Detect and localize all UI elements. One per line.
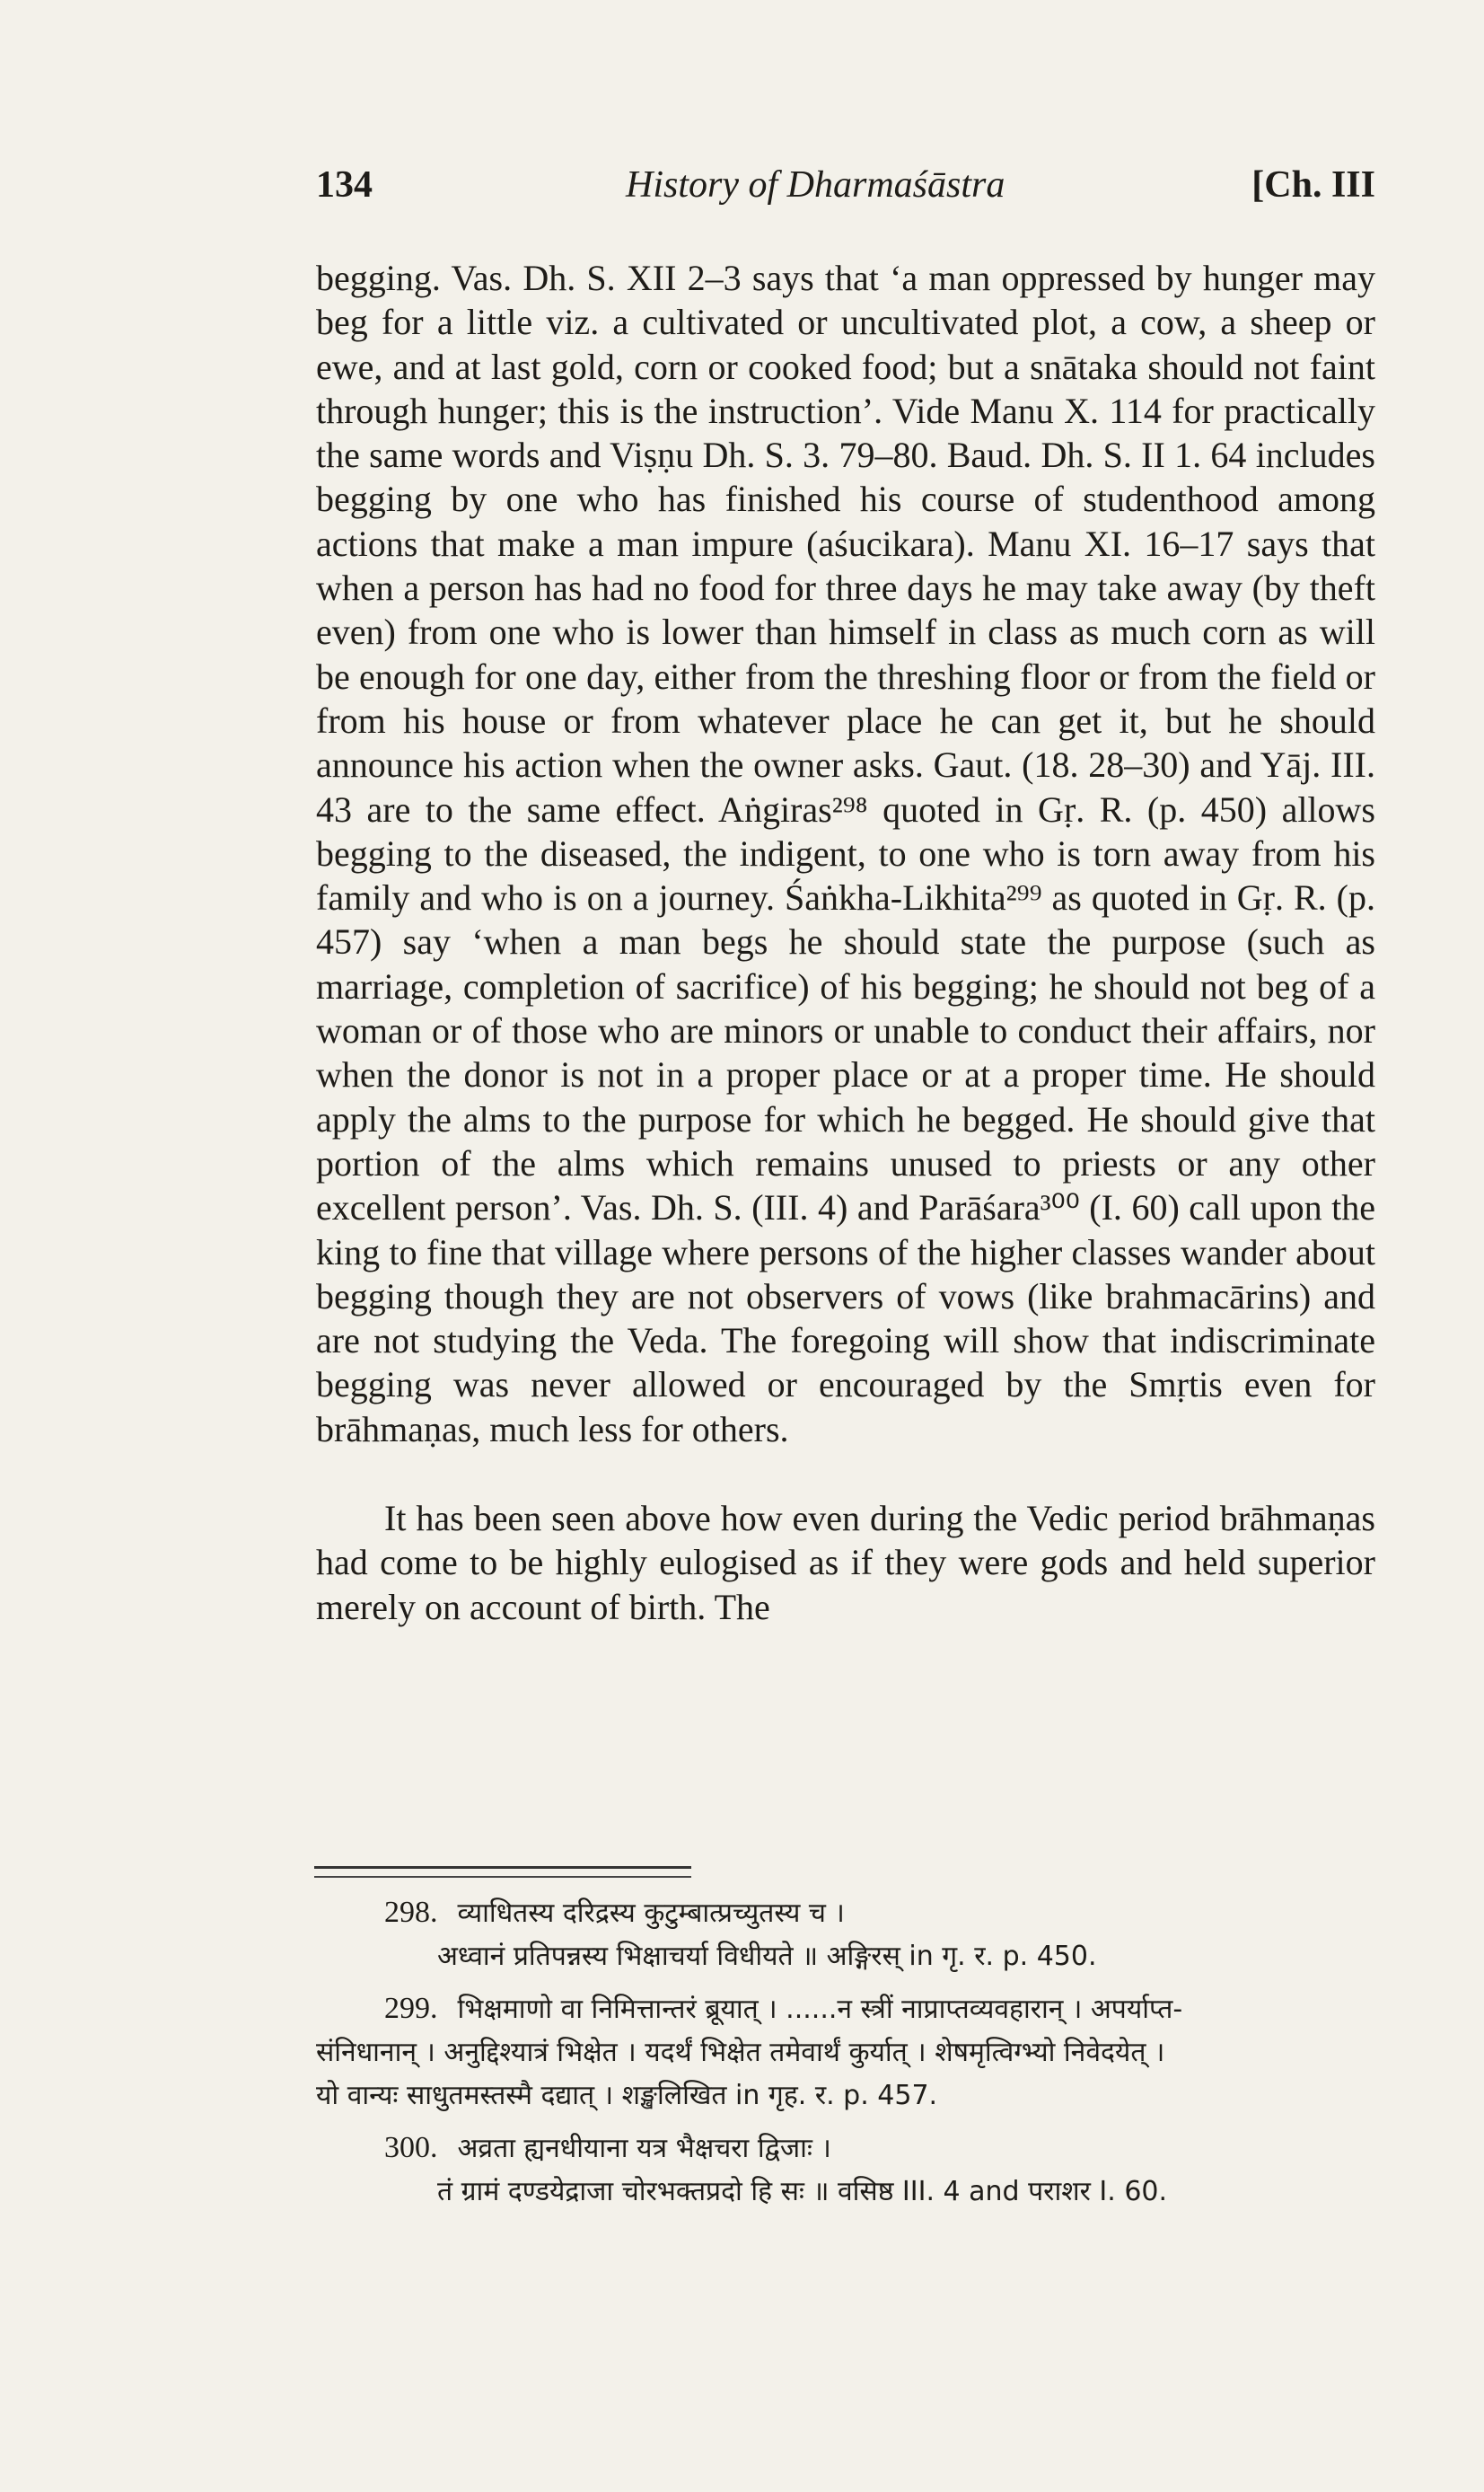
paragraph-begging: begging. Vas. Dh. S. XII 2–3 says that ‘a man oppressed by hunger may beg for a little viz. a cultivated or uncultivated plot, a cow, a sheep or ewe, and at last gold, corn or cooked food; but a snātaka should not faint through hunger; this is the instruction’. Vide Manu X. 114 for practically the same words and Viṣṇu Dh. S. 3. 79–80. Baud. Dh. S. II 1. 64 includes begging by one who has finished his course of studenthood among actions that make a man impure (aśucikara). Manu XI. 16–17 says that when a person has had no food for three days he may take away (by theft even) from one who is lower than himself in class as much corn as will be enough for one day, either from the threshing floor or from the field or from his house or from whatever place he can get it, but he should announce his action when the owner asks. Gaut. (18. 28–30) and Yāj. III. 43 are to the same effect. Aṅgiras²⁹⁸ quoted in Gṛ. R. (p. 450) allows begging to the diseased, the indigent, to one who is torn away from his family and who is on a journey. Śaṅkha-Likhita²⁹⁹ as quoted in Gṛ. R. (p. 457) say ‘when a man begs he should state the purpose (such as marriage, completion of sacrifice) of his begging; he should not beg of a woman or of those who are minors or unable to conduct their affairs, nor when the donor is not in a proper place or at a proper time. He should apply the alms to the purpose for which he begged. He should give that portion of the alms which remains unused to priests or any other excellent person’. Vas. Dh. S. (III. 4) and Parāśara³⁰⁰ (I. 60) call upon the king to fine that village where persons of the higher classes wander about begging though they are not observers of vows (like brahmacārins) and are not studying the Veda. The foregoing will show that indiscriminate begging was never allowed or encouraged by the Smṛtis even for brāhmaṇas, much less for others. — [316, 258, 1375, 1449]
footnotes — [316, 1891, 1375, 2223]
footnote-divider — [314, 1866, 691, 1869]
chapter-label: [Ch. III — [1251, 164, 1375, 206]
footnote-line: अध्वानं प्रतिपन्नस्य भिक्षाचर्या विधीयते ॥ अङ्गिरस् in गृ. र. p. 450. — [437, 1941, 1097, 1972]
footnote-line: संनिधानान् । अनुद्दिश्यात्रं भिक्षेत । यदर्थं भिक्षेत तमेवार्थं कुर्यात् । शेषमृत्विग्भ्यो निवेदयेत् । — [316, 2037, 1165, 2068]
paragraph-vedic-period: It has been seen above how even during the Vedic period brāhmaṇas had come to be highly eulogised as if they were gods and held superior merely on account of birth. The — [316, 1498, 1375, 1627]
running-title: History of Dharmaśāstra — [626, 164, 1005, 206]
footnote-298 — [316, 1891, 1375, 1978]
footnote-line: व्याधितस्य दरिद्रस्य कुटुम्बात्प्रच्युतस्य च । — [457, 1898, 845, 1929]
footnote-line: तं ग्रामं दण्डयेद्राजा चोरभक्तप्रदो हि सः ॥ वसिष्ठ III. 4 and पराशर I. 60. — [437, 2176, 1168, 2207]
footnote-line: भिक्षमाणो वा निमित्तान्तरं ब्रूयात् । ......न स्त्रीं नाप्राप्तव्यवहारान् । अपर्याप्त- — [457, 1994, 1183, 2025]
footnote-number: 299. — [384, 1992, 438, 2025]
footnote-line: यो वान्यः साधुतमस्तस्मै दद्यात् । शङ्खलिखित in गृह. र. p. 457. — [316, 2080, 938, 2111]
page-number: 134 — [316, 164, 373, 206]
footnote-number: 298. — [384, 1896, 438, 1929]
footnote-divider-lower — [314, 1876, 691, 1878]
footnote-300 — [316, 2127, 1375, 2214]
footnote-number: 300. — [384, 2131, 438, 2164]
footnote-299 — [316, 1987, 1375, 2118]
main-text — [316, 256, 1375, 1629]
footnote-line: अव्रता ह्यनधीयाना यत्र भैक्षचरा द्विजाः । — [457, 2133, 831, 2164]
page-header — [316, 163, 1375, 217]
